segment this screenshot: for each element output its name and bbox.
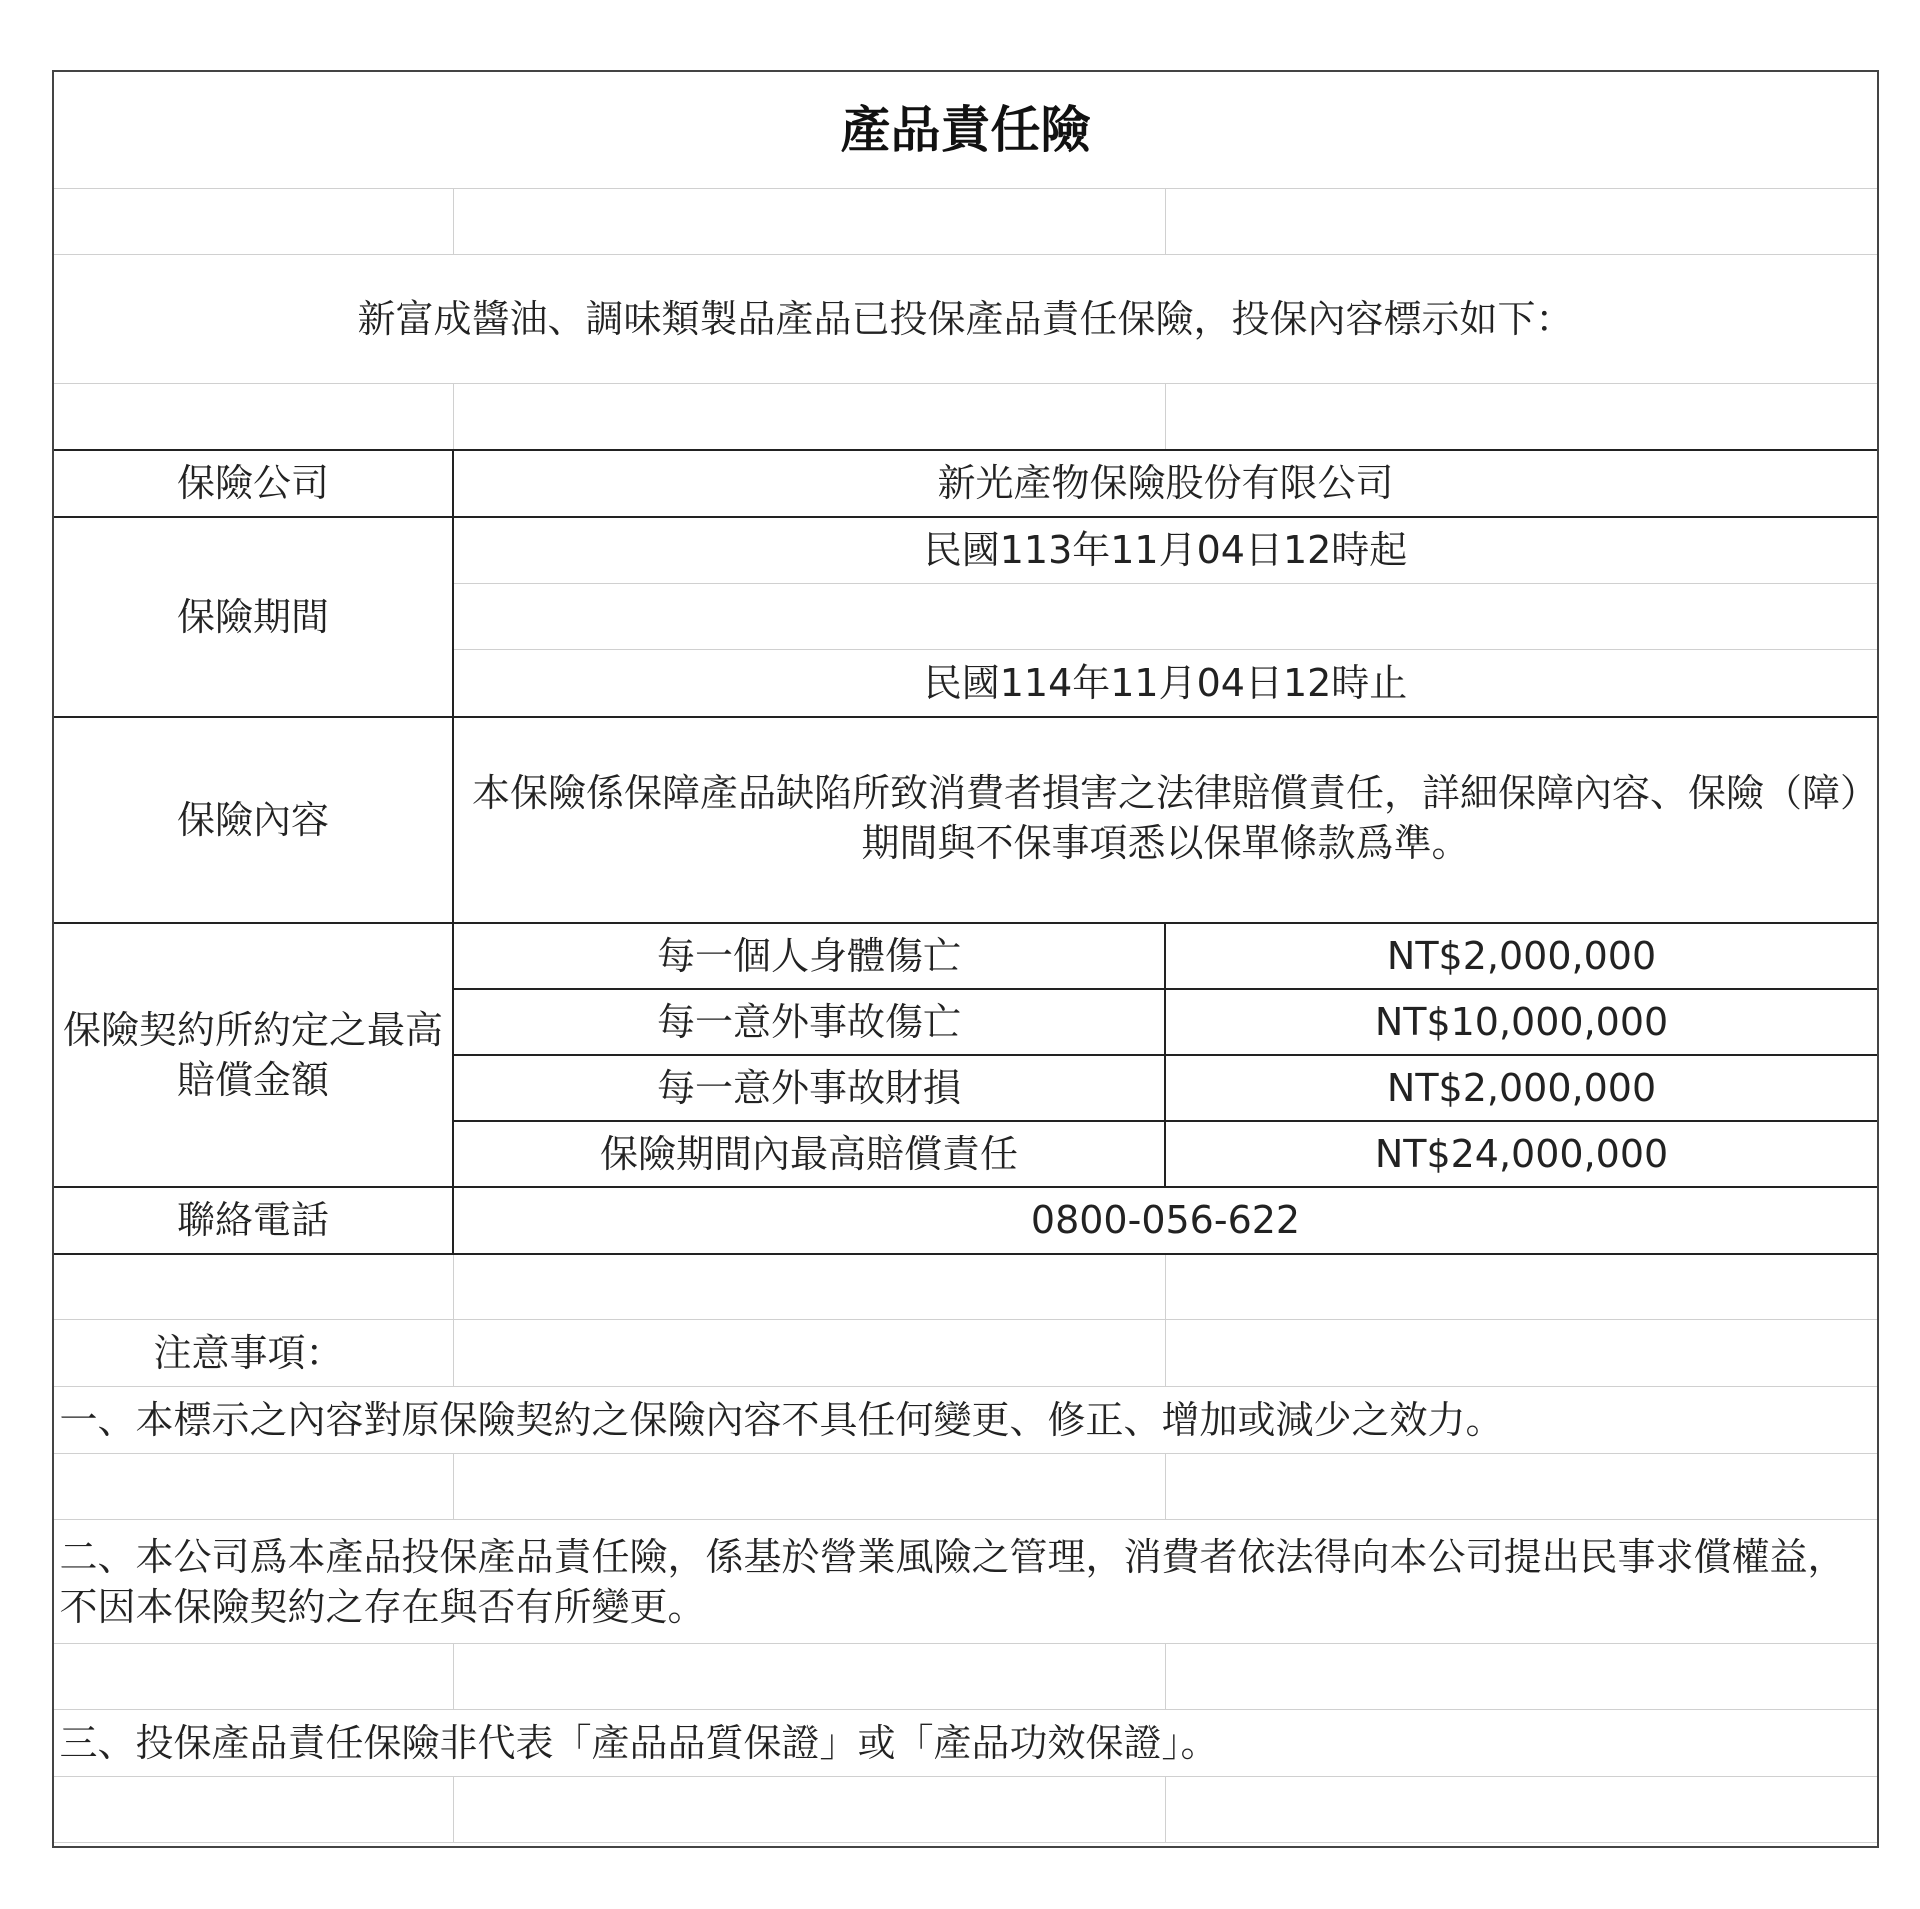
compensation-item: 每一意外事故財損: [453, 1055, 1165, 1121]
insurance-table: [52, 70, 1879, 1843]
note-item-2: 二、本公司爲本產品投保產品責任險，係基於營業風險之管理，消費者依法得向本公司提出民事求償權益，不因本保險契約之存在與否有所變更。: [53, 1520, 1878, 1644]
intro-text: 新富成醬油、調味類製品產品已投保產品責任保險，投保內容標示如下：: [53, 255, 1878, 384]
empty-cell: [53, 1254, 453, 1320]
compensation-item: 保險期間內最高賠償責任: [453, 1121, 1165, 1187]
empty-cell: [1165, 1644, 1878, 1710]
empty-cell: [1165, 1454, 1878, 1520]
insurance-company-label: 保險公司: [53, 450, 453, 517]
empty-cell: [53, 1454, 453, 1520]
insurance-period-end: 民國114年11月04日12時止: [453, 650, 1878, 717]
empty-cell: [453, 584, 1878, 650]
empty-cell: [1165, 1254, 1878, 1320]
notes-heading: 注意事項：: [53, 1320, 453, 1387]
empty-cell: [453, 384, 1165, 450]
note-item-3: 三、投保產品責任保險非代表「產品品質保證」或「產品功效保證」。: [53, 1710, 1878, 1777]
compensation-amount: NT$24,000,000: [1165, 1121, 1878, 1187]
insurance-content-label: 保險內容: [53, 717, 453, 923]
empty-cell: [453, 1777, 1165, 1843]
empty-cell: [1165, 1777, 1878, 1843]
note-item-1: 一、本標示之內容對原保險契約之保險內容不具任何變更、修正、增加或減少之效力。: [53, 1387, 1878, 1454]
compensation-amount: NT$10,000,000: [1165, 989, 1878, 1055]
empty-cell: [453, 1644, 1165, 1710]
compensation-amount: NT$2,000,000: [1165, 1055, 1878, 1121]
empty-cell: [53, 384, 453, 450]
contact-label: 聯絡電話: [53, 1187, 453, 1254]
insurance-company-value: 新光產物保險股份有限公司: [453, 450, 1878, 517]
empty-cell: [53, 1777, 453, 1843]
empty-cell: [53, 189, 453, 255]
insurance-period-label: 保險期間: [53, 517, 453, 717]
max-compensation-label: 保險契約所約定之最高賠償金額: [53, 923, 453, 1187]
empty-cell: [1165, 1320, 1878, 1387]
insurance-notice-sheet: [52, 70, 1877, 1846]
compensation-item: 每一意外事故傷亡: [453, 989, 1165, 1055]
empty-cell: [53, 1644, 453, 1710]
empty-cell: [1165, 189, 1878, 255]
compensation-item: 每一個人身體傷亡: [453, 923, 1165, 989]
compensation-amount: NT$2,000,000: [1165, 923, 1878, 989]
document-title: 產品責任險: [53, 71, 1878, 189]
insurance-period-start: 民國113年11月04日12時起: [453, 517, 1878, 584]
empty-cell: [453, 1320, 1165, 1387]
empty-cell: [1165, 384, 1878, 450]
contact-phone[interactable]: 0800-056-622: [453, 1187, 1878, 1254]
empty-cell: [453, 1254, 1165, 1320]
empty-cell: [453, 189, 1165, 255]
insurance-content-value: 本保險係保障產品缺陷所致消費者損害之法律賠償責任，詳細保障內容、保險（障）期間與不保事項悉以保單條款爲準。: [453, 717, 1878, 923]
empty-cell: [453, 1454, 1165, 1520]
